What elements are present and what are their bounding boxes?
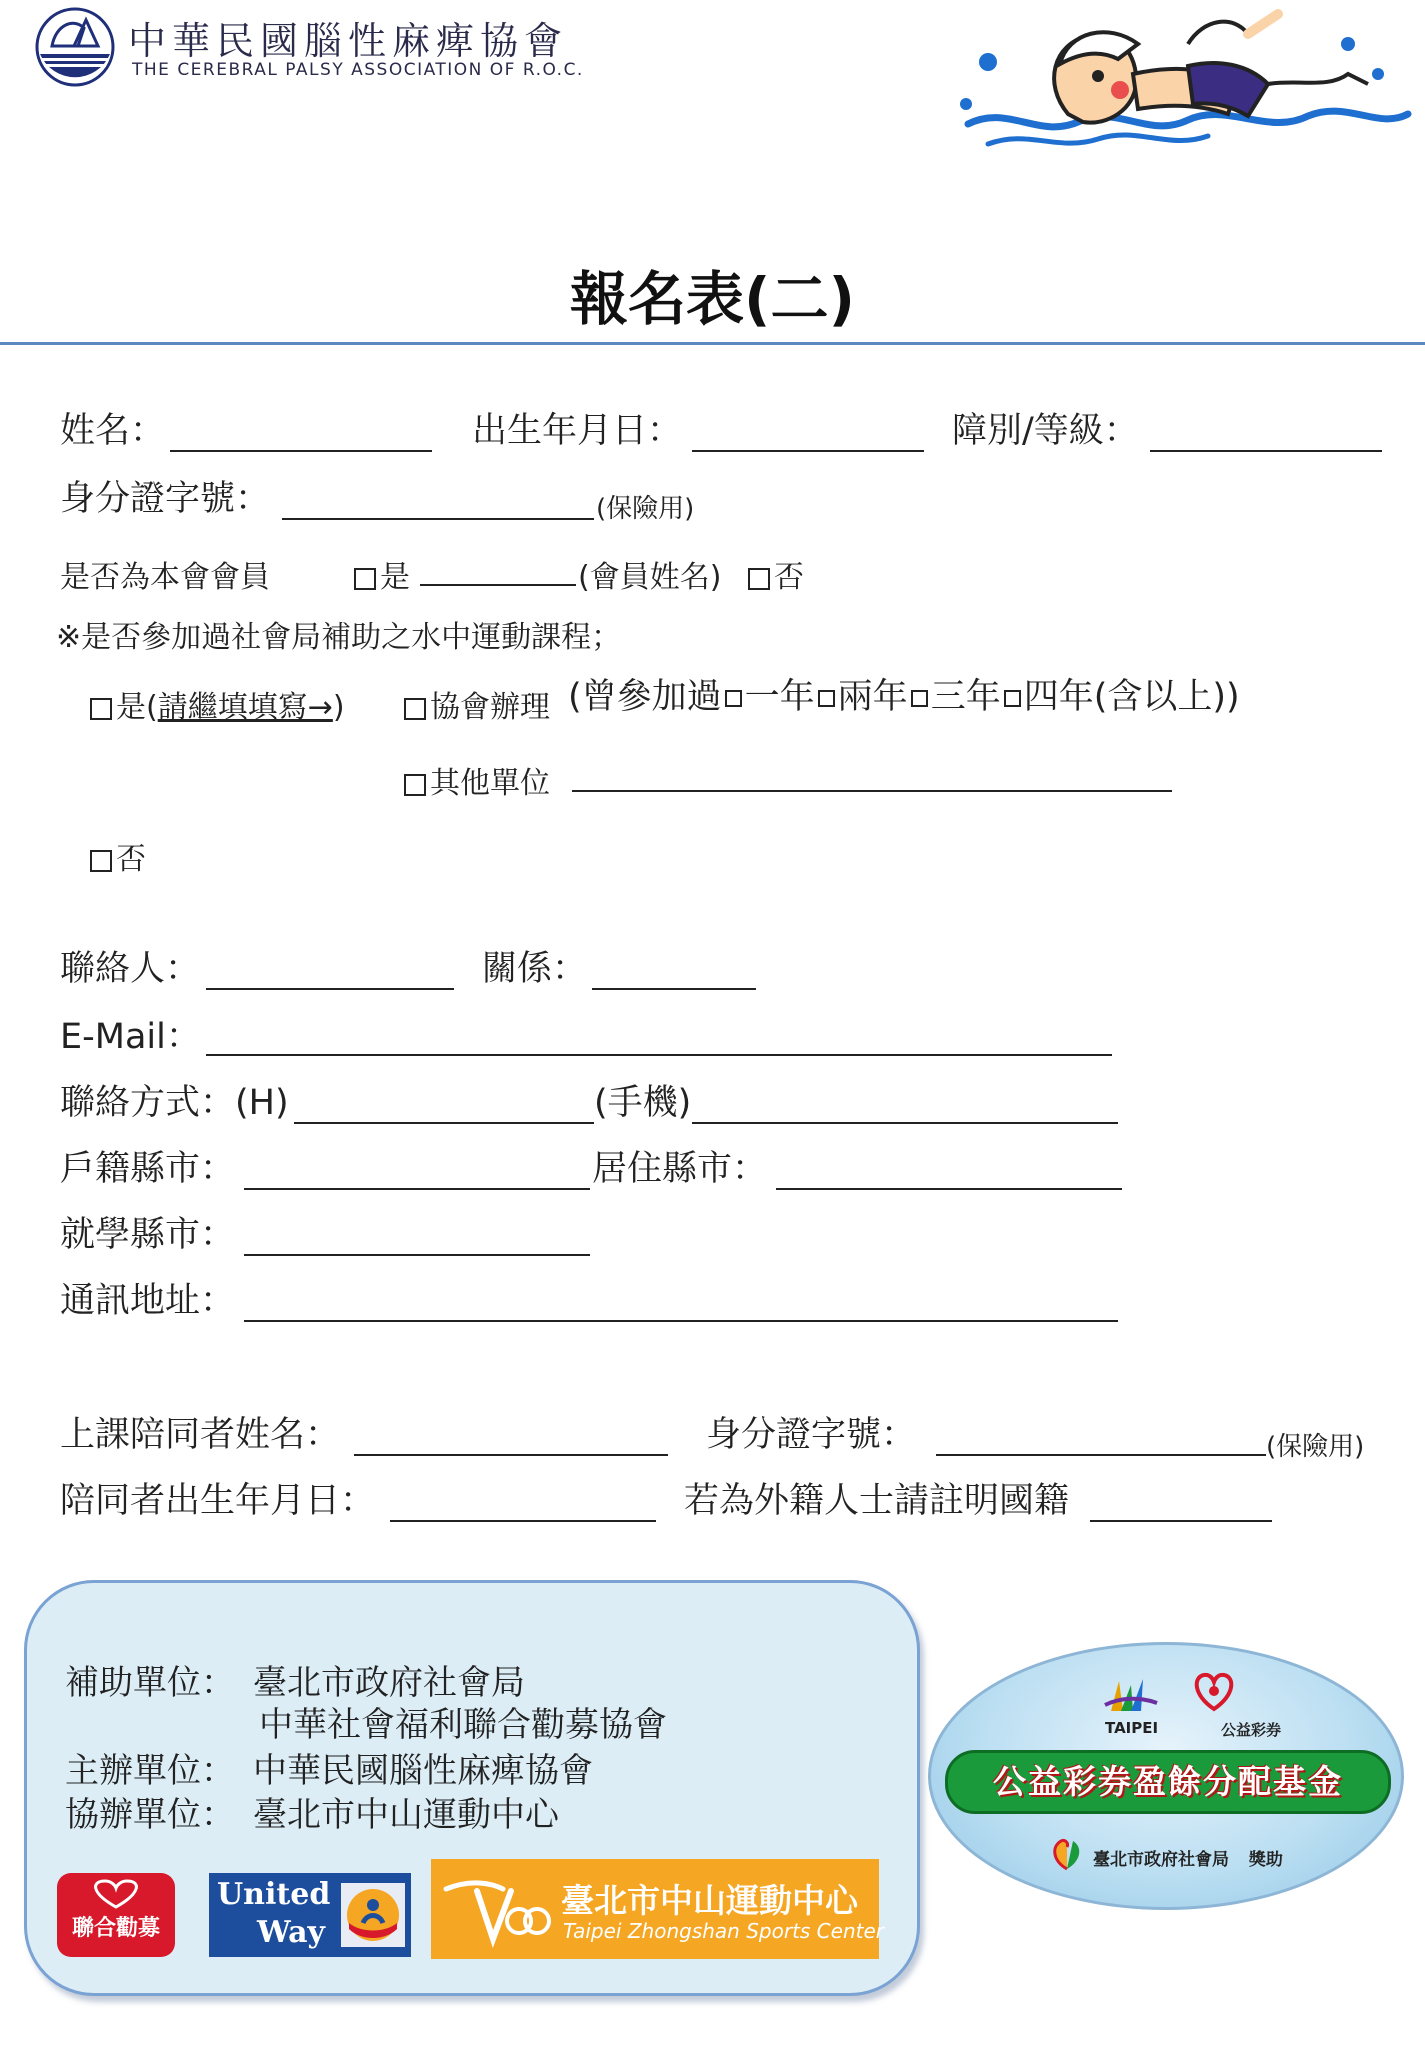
birth-field[interactable] (692, 450, 924, 452)
funded-by-org: 臺北市政府社會局 (1093, 1850, 1229, 1870)
subsidy-org-2: 中華社會福利聯合勸募協會 (259, 1705, 667, 1745)
course-no-label: 否 (116, 842, 146, 877)
name-label: 姓名： (60, 411, 166, 451)
assoc-run-label: 協會辦理 (430, 690, 550, 725)
unitedway-text-2: Way (257, 1915, 325, 1950)
household-field[interactable] (244, 1188, 590, 1190)
other-unit-option[interactable] (404, 758, 550, 802)
taipei-logo-icon (1101, 1675, 1161, 1715)
residence-label: 居住縣市： (592, 1149, 768, 1189)
course-continue-close: ) (332, 690, 345, 725)
companion-name-label: 上課陪同者姓名： (60, 1415, 341, 1455)
year4-checkbox[interactable] (1004, 690, 1021, 707)
sports-center-name-zh: 臺北市中山運動中心 (561, 1881, 858, 1920)
organizer-label: 主辦單位： (65, 1751, 235, 1791)
swimming-child-icon (948, 4, 1418, 154)
cp-association-logo-icon (34, 6, 116, 88)
other-unit-field[interactable] (572, 790, 1172, 792)
sports-center-mark-icon (441, 1869, 551, 1949)
id-field[interactable] (282, 518, 594, 520)
assoc-run-option[interactable] (404, 682, 550, 726)
member-name-note: (會員姓名) (578, 560, 722, 595)
course-yes-option[interactable] (90, 682, 345, 726)
sports-center-name-en: Taipei Zhongshan Sports Center (563, 1919, 884, 1943)
header-divider (0, 342, 1425, 345)
lottery-fund-badge (928, 1642, 1404, 1910)
contact-label: 聯絡人： (60, 949, 201, 989)
member-no-checkbox[interactable] (748, 568, 770, 590)
year3-label: 三年 (930, 677, 1001, 717)
member-yes-checkbox[interactable] (354, 568, 376, 590)
unitedway-taiwan-logo (57, 1873, 175, 1957)
school-field[interactable] (244, 1254, 590, 1256)
subsidy-org-1: 臺北市政府社會局 (253, 1663, 525, 1703)
lottery-heart-icon (1189, 1671, 1239, 1713)
unitedway-taiwan-text: 聯合勸募 (71, 1916, 160, 1941)
year2-label: 兩年 (837, 677, 908, 717)
sponsor-panel (24, 1580, 920, 1996)
birth-label: 出生年月日： (472, 411, 683, 451)
member-no-option[interactable] (748, 552, 804, 596)
helping-hand-icon (341, 1883, 405, 1947)
course-question: ※是否參加過社會局補助之水中運動課程； (56, 620, 622, 655)
year1-label: 一年 (744, 677, 815, 717)
home-phone-field[interactable] (294, 1122, 594, 1124)
year2-checkbox[interactable] (818, 690, 835, 707)
member-question: 是否為本會會員 (60, 560, 270, 595)
companion-birth-field[interactable] (390, 1520, 656, 1522)
funded-by-text (1093, 1845, 1283, 1870)
form-title: 報名表(二) (569, 265, 856, 333)
funded-word: 獎助 (1248, 1850, 1283, 1870)
companion-id-field[interactable] (936, 1454, 1266, 1456)
mobile-label: (手機) (594, 1083, 692, 1123)
relation-label: 關係： (482, 949, 588, 989)
member-name-field[interactable] (420, 584, 576, 586)
org-logo (34, 6, 116, 88)
other-unit-checkbox[interactable] (404, 774, 426, 796)
lottery-small-text: 公益彩券 (1221, 1721, 1282, 1739)
email-field[interactable] (206, 1054, 1112, 1056)
taipei-text: TAIPEI (1105, 1719, 1159, 1737)
course-yes-checkbox[interactable] (90, 698, 112, 720)
id-label: 身分證字號： (60, 479, 271, 519)
coorganizer-label: 協辦單位： (65, 1795, 235, 1835)
contact-field[interactable] (206, 988, 454, 990)
insurance-note: (保險用) (596, 494, 695, 524)
year3-checkbox[interactable] (911, 690, 928, 707)
subsidy-label: 補助單位： (65, 1663, 235, 1703)
residence-field[interactable] (776, 1188, 1122, 1190)
unitedway-text-1: United (217, 1877, 331, 1912)
course-no-checkbox[interactable] (90, 850, 112, 872)
member-no-label: 否 (774, 560, 804, 595)
address-label: 通訊地址： (60, 1281, 236, 1321)
relation-field[interactable] (592, 988, 756, 990)
social-bureau-logo-icon (1047, 1833, 1087, 1873)
lottery-band-text: 公益彩券盈餘分配基金 (993, 1762, 1343, 1801)
attended-prefix: (曾參加過 (568, 677, 722, 717)
year4-label: 四年(含以上)) (1023, 677, 1240, 717)
foreign-label: 若為外籍人士請註明國籍 (684, 1481, 1070, 1521)
org-name-zh: 中華民國腦性麻痺協會 (128, 19, 569, 63)
lottery-band (945, 1750, 1391, 1814)
disability-field[interactable] (1150, 450, 1382, 452)
mobile-field[interactable] (692, 1122, 1118, 1124)
contact-method-label: 聯絡方式：(H) (60, 1083, 289, 1123)
course-no-option[interactable] (90, 834, 146, 878)
organizer-org: 中華民國腦性麻痺協會 (253, 1751, 593, 1791)
heart-icon (81, 1879, 151, 1909)
household-label: 戶籍縣市： (60, 1149, 236, 1189)
school-label: 就學縣市： (60, 1215, 236, 1255)
foreign-field[interactable] (1090, 1520, 1272, 1522)
year1-checkbox[interactable] (725, 690, 742, 707)
companion-name-field[interactable] (354, 1454, 668, 1456)
address-field[interactable] (244, 1320, 1118, 1322)
course-continue-text: 請繼填填寫→ (157, 690, 333, 725)
assoc-run-checkbox[interactable] (404, 698, 426, 720)
companion-id-label: 身分證字號： (706, 1415, 917, 1455)
email-label: E-Mail： (60, 1017, 201, 1057)
member-yes-option[interactable] (354, 552, 410, 596)
other-unit-label: 其他單位 (430, 766, 550, 801)
disability-label: 障別/等級： (952, 411, 1139, 451)
attended-years (568, 677, 1240, 717)
name-field[interactable] (170, 450, 432, 452)
org-name-en: THE CEREBRAL PALSY ASSOCIATION OF R.O.C. (132, 60, 584, 80)
unitedway-logo (209, 1873, 411, 1957)
companion-insurance-note: (保險用) (1266, 1432, 1365, 1462)
companion-birth-label: 陪同者出生年月日： (60, 1481, 376, 1521)
swimming-child-illustration (948, 4, 1418, 154)
member-yes-label: 是 (380, 560, 410, 595)
course-yes-label: 是( (116, 690, 158, 725)
coorganizer-org: 臺北市中山運動中心 (253, 1795, 559, 1835)
sports-center-logo (431, 1859, 884, 1959)
